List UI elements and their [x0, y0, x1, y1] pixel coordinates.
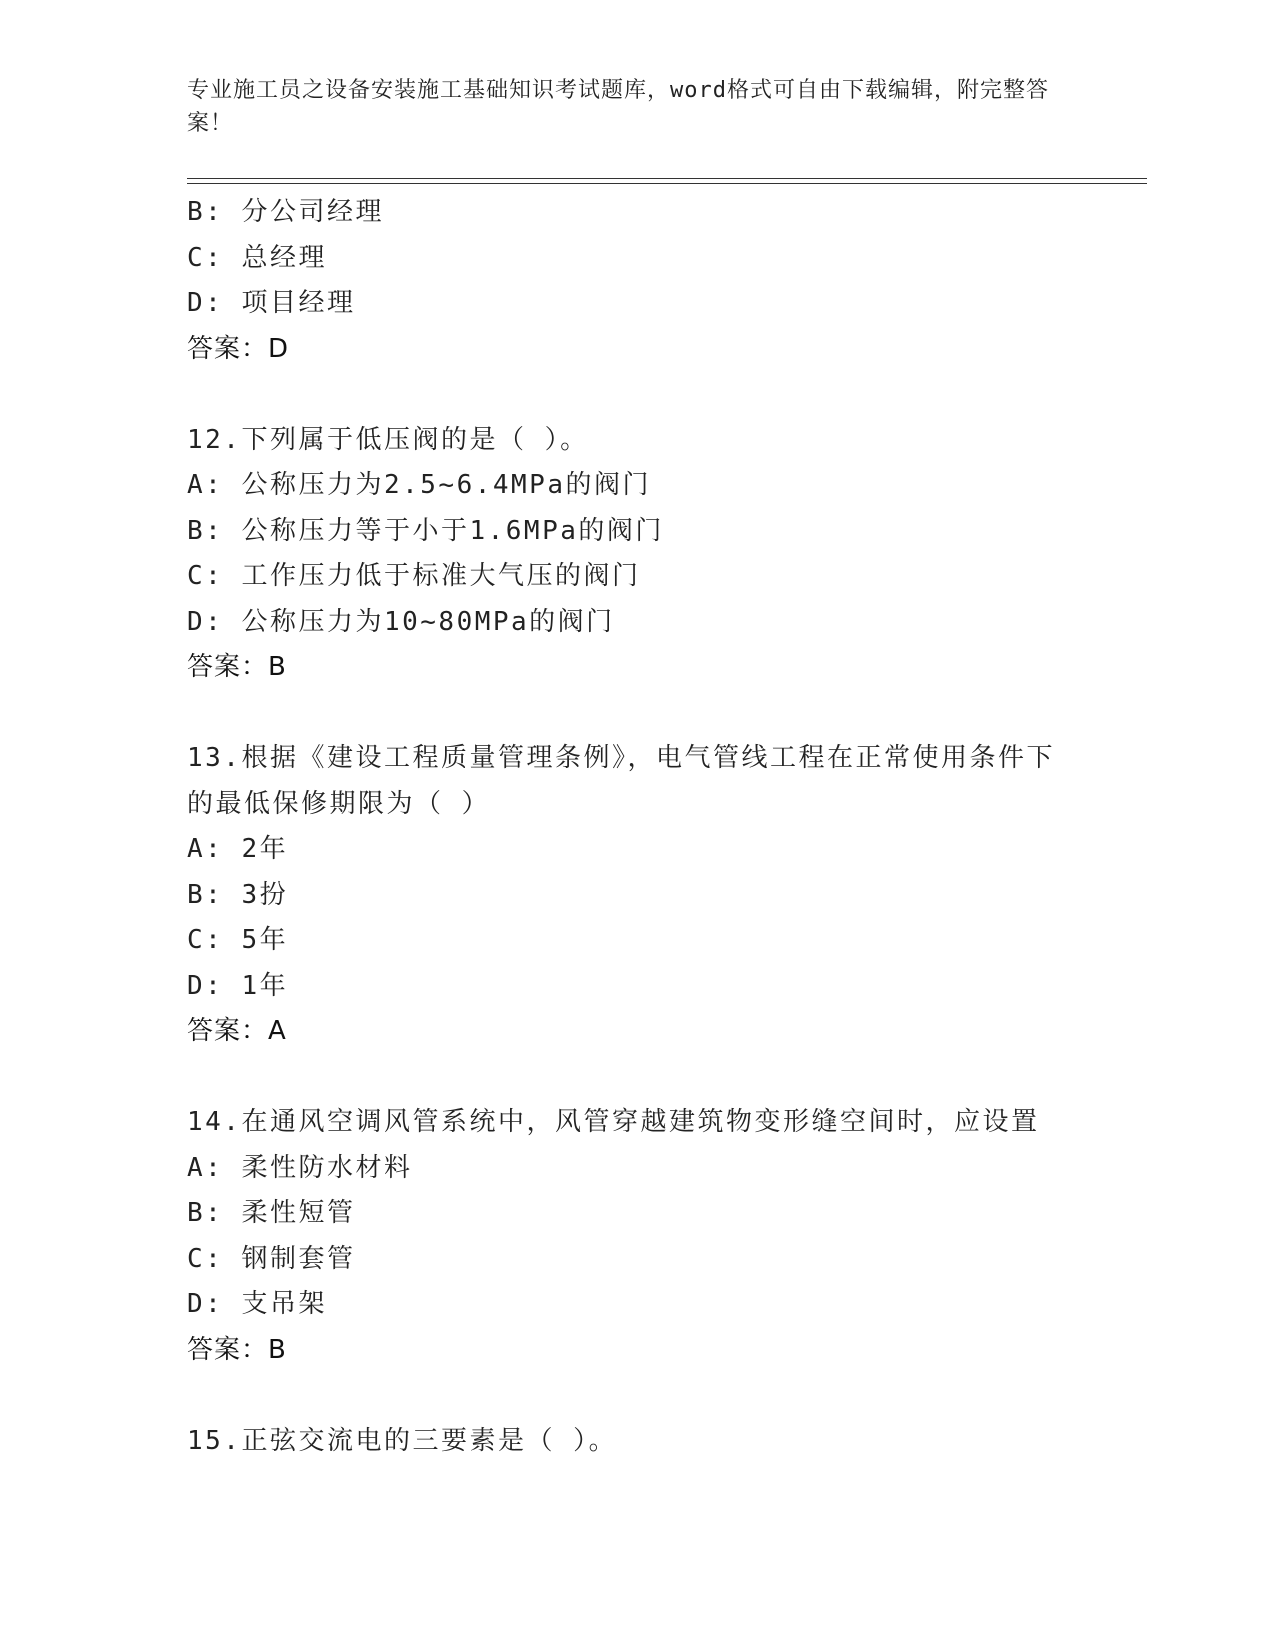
- question-12: [187, 418, 1087, 691]
- question-text: 14.在通风空调风管系统中，风管穿越建筑物变形缝空间时，应设置: [187, 1107, 1040, 1137]
- option-d: D: 公称压力为10~80MPa的阀门: [187, 606, 615, 637]
- answer: 答案：B: [187, 1334, 287, 1365]
- spacer: [187, 372, 1087, 418]
- option-c: C: 钢制套管: [187, 1243, 356, 1274]
- header-divider-top: [187, 178, 1147, 179]
- option-a: A: 柔性防水材料: [187, 1152, 413, 1183]
- spacer: [187, 1373, 1087, 1419]
- spacer: [187, 691, 1087, 737]
- option-d: D: 项目经理: [187, 288, 356, 318]
- question-11: [187, 190, 1087, 372]
- option-b: B: 分公司经理: [187, 197, 384, 227]
- option-b: B: 3扮: [187, 879, 289, 910]
- option-d: D: 1年: [187, 970, 289, 1001]
- header-divider-bottom: [187, 183, 1147, 184]
- answer: 答案：D: [187, 333, 290, 364]
- question-15: [187, 1419, 1087, 1465]
- question-text: 15.正弦交流电的三要素是（ ）。: [187, 1425, 618, 1456]
- option-d: D: 支吊架: [187, 1289, 327, 1319]
- option-c: C: 5年: [187, 925, 289, 955]
- question-13: [187, 736, 1087, 1055]
- question-text: 13.根据《建设工程质量管理条例》，电气管线工程在正常使用条件下的最低保修期限为（ ）: [187, 743, 1055, 819]
- option-a: A: 2年: [187, 834, 289, 864]
- answer: 答案：A: [187, 1016, 287, 1046]
- document-header: 专业施工员之设备安装施工基础知识考试题库，word格式可自由下载编辑，附完整答案！: [187, 78, 1049, 136]
- spacer: [187, 1055, 1087, 1101]
- option-b: B: 柔性短管: [187, 1198, 356, 1228]
- option-c: C: 总经理: [187, 242, 327, 273]
- question-text: 12.下列属于低压阀的是（ ）。: [187, 424, 589, 455]
- option-b: B: 公称压力等于小于1.6MPa的阀门: [187, 515, 664, 546]
- question-list: [187, 190, 1087, 1464]
- question-14: [187, 1100, 1087, 1373]
- answer: 答案：B: [187, 652, 287, 682]
- option-c: C: 工作压力低于标准大气压的阀门: [187, 561, 641, 591]
- option-a: A: 公称压力为2.5~6.4MPa的阀门: [187, 470, 651, 500]
